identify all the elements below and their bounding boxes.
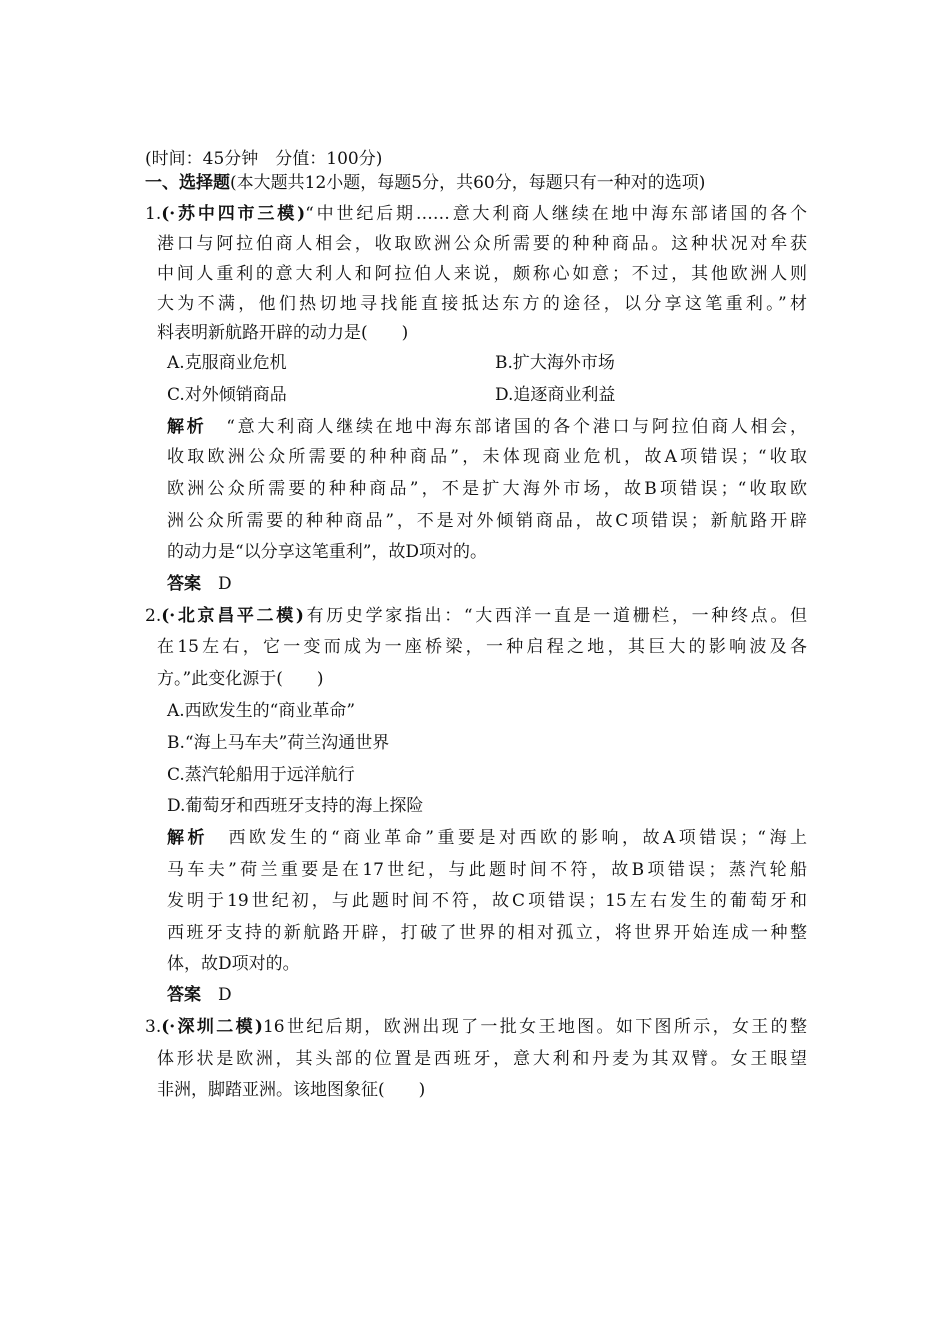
question-stem: 16世纪后期，欧洲出现了一批女王地图。如下图所示，女王的整: [262, 1017, 807, 1037]
section-header: [145, 172, 705, 194]
question-1-stem-line: 中间人重利的意大利人和阿拉伯人来说，颇称心如意；不过，其他欧洲人则: [157, 264, 807, 284]
answer-value: D: [218, 574, 232, 594]
analysis-text: “意大利商人继续在地中海东部诸国的各个港口与阿拉伯商人相会，: [226, 417, 808, 437]
analysis-line: [167, 827, 807, 849]
option-d: D.葡萄牙和西班牙支持的海上探险: [167, 796, 424, 816]
exam-meta: (时间：45分钟 分值：100分): [145, 149, 383, 169]
analysis-label: 解析: [167, 417, 207, 437]
question-1-line-1: [145, 203, 807, 225]
question-source: (·苏中四市三模): [161, 204, 306, 224]
question-3-stem-line: 非洲，脚踏亚洲。该地图象征( ): [157, 1080, 426, 1100]
analysis-line: [167, 416, 807, 438]
analysis-text: 西欧发生的“商业革命”重要是对西欧的影响，故A项错误；“海上: [228, 828, 808, 848]
question-number: 1.: [145, 204, 162, 224]
question-2-stem-line: 在15左右，它一变而成为一座桥梁，一种启程之地，其巨大的影响波及各: [157, 637, 807, 657]
analysis-label: 解析: [167, 828, 209, 848]
question-stem: 有历史学家指出：“大西洋一直是一道栅栏，一种终点。但: [303, 606, 807, 626]
question-3-stem-line: 体形状是欧洲，其头部的位置是西班牙，意大利和丹麦为其双臂。女王眼望: [157, 1049, 807, 1069]
answer-line: [167, 984, 232, 1006]
section-description: (本大题共12小题，每题5分，共60分，每题只有一种对的选项): [230, 173, 706, 193]
question-2-line-1: [145, 605, 807, 627]
analysis-line: 洲公众所需要的种种商品”，不是对外倾销商品，故C项错误；新航路开辟: [167, 511, 807, 531]
option-a: A.克服商业危机: [167, 353, 287, 373]
question-number: 2.: [145, 606, 162, 626]
answer-label: 答案: [167, 985, 201, 1005]
question-source: (·深圳二模): [161, 1017, 263, 1037]
analysis-line: 的动力是“以分享这笔重利”，故D项对的。: [167, 542, 488, 562]
question-stem: “中世纪后期……意大利商人继续在地中海东部诸国的各个: [305, 204, 807, 224]
analysis-line: 西班牙支持的新航路开辟，打破了世界的相对孤立，将世界开始连成一种整: [167, 923, 807, 943]
option-c: C.对外倾销商品: [167, 385, 287, 405]
question-source: (·北京昌平二模): [161, 606, 304, 626]
answer-label: 答案: [167, 574, 201, 594]
option-c: C.蒸汽轮船用于远洋航行: [167, 765, 355, 785]
answer-value: D: [218, 985, 232, 1005]
question-2-stem-line: 方。”此变化源于( ): [157, 669, 324, 689]
question-1-stem-line: 大为不满，他们热切地寻找能直接抵达东方的途径，以分享这笔重利。”材: [157, 294, 807, 314]
question-1-stem-line: 料表明新航路开辟的动力是( ): [157, 323, 409, 343]
option-d: D.追逐商业利益: [495, 385, 616, 405]
analysis-line: 马车夫”荷兰重要是在17世纪，与此题时间不符，故B项错误；蒸汽轮船: [167, 860, 807, 880]
answer-line: [167, 573, 232, 595]
section-title: 一、选择题: [145, 173, 230, 193]
option-b: B.扩大海外市场: [495, 353, 615, 373]
option-b: B.“海上马车夫”荷兰沟通世界: [167, 733, 390, 753]
analysis-line: 发明于19世纪初，与此题时间不符，故C项错误；15左右发生的葡萄牙和: [167, 891, 807, 911]
question-1-stem-line: 港口与阿拉伯商人相会，收取欧洲公众所需要的种种商品。这种状况对牟获: [157, 234, 807, 254]
analysis-line: 体，故D项对的。: [167, 954, 300, 974]
question-number: 3.: [145, 1017, 162, 1037]
analysis-line: 欧洲公众所需要的种种商品”，不是扩大海外市场，故B项错误；“收取欧: [167, 479, 807, 499]
analysis-line: 收取欧洲公众所需要的种种商品”，未体现商业危机，故A项错误；“收取: [167, 447, 807, 467]
option-a: A.西欧发生的“商业革命”: [167, 701, 356, 721]
question-3-line-1: [145, 1016, 807, 1038]
